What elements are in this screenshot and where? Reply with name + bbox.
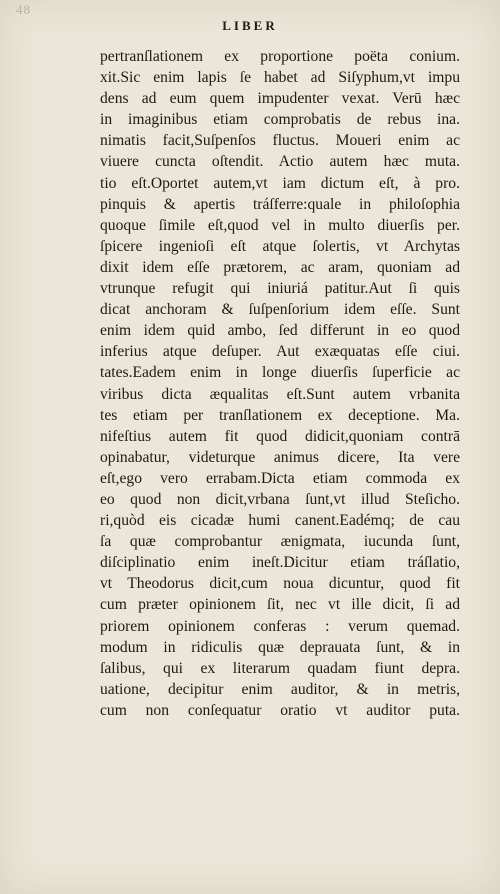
text-line: pertranſlationem ex proportione poëta conium. [100, 48, 460, 65]
text-line: dixit idem eſſe prætorem, ac aram, quoniam ad [100, 258, 460, 276]
text-line: cum non conſequatur oratio vt auditor puta. [100, 701, 460, 719]
text-line: uatione, decipitur enim auditor, & in metris, [100, 680, 460, 698]
text-block [100, 46, 460, 721]
text-line: nimatis facit,Suſpenſos fluctus. Moueri enim ac [100, 132, 460, 150]
text-line: pinquis & apertis tráſferre:quale in philoſophia [100, 195, 460, 213]
text-line: diſciplinatio enim ineſt.Dicitur etiam tráſlatio, [100, 554, 460, 572]
text-line: viuere cuncta oſtendit. Actio autem hæc muta. [100, 153, 460, 171]
text-line: nifeſtius autem fit quod didicit,quoniam contrā [100, 427, 460, 445]
text-line: opinabatur, videturque animus dicere, Ita vere [100, 448, 460, 466]
text-line: in imaginibus etiam comprobatis de rebus ina. [100, 111, 460, 129]
text-line: tio eſt.Oportet autem,vt iam dictum eſt, à pro. [100, 174, 460, 192]
text-line: enim idem quid ambo, ſed differunt in eo quod [100, 322, 460, 340]
text-line: inferius atque deſuper. Aut exæquatas eſſe ciui. [100, 343, 460, 361]
text-line: xit.Sic enim lapis ſe habet ad Siſyphum,vt impu [100, 69, 460, 87]
text-line: vt Theodorus dicit,cum noua dicuntur, quod fit [100, 575, 460, 593]
running-head: LIBER [222, 18, 278, 33]
text-line: ri,quòd eis cicadæ humi canent.Eadémq; de cau [100, 512, 460, 530]
text-line: cum præter opinionem ſit, nec vt ille dicit, ſi ad [100, 596, 460, 614]
text-line: dens ad eum quem impudenter vexat. Verū hæc [100, 90, 460, 108]
text-line: ſa quæ comprobantur ænigmata, iucunda ſunt, [100, 533, 460, 551]
page-number: 48 [16, 2, 31, 17]
text-line: ſpicere ingenioſi eſt atque ſolertis, vt Archytas [100, 237, 460, 255]
text-line: vtrunque refugit qui iniuriá patitur.Aut ſi quis [100, 280, 460, 298]
text-line: dicat anchoram & ſuſpenſorium idem eſſe. Sunt [100, 301, 460, 319]
text-line: quoque ſimile eſt,quod vel in multo diuerſis per. [100, 216, 460, 234]
text-line: tates.Eadem enim in longe diuerſis ſuperficie ac [100, 364, 460, 382]
text-line: eo quod non dicit,vrbana ſunt,vt illud Steſicho. [100, 490, 460, 508]
text-line: tes etiam per tranſlationem ex deceptione. Ma. [100, 406, 460, 424]
text-line: priorem opinionem conferas : verum quemad. [100, 617, 460, 635]
text-line: viribus dicta æqualitas eſt.Sunt autem vrbanita [100, 385, 460, 403]
text-line: eſt,ego vero errabam.Dicta etiam commoda ex [100, 469, 460, 487]
text-line: modum in ridiculis quæ deprauata ſunt, & in [100, 638, 460, 656]
text-line: ſalibus, qui ex literarum quadam fiunt depra. [100, 659, 460, 677]
